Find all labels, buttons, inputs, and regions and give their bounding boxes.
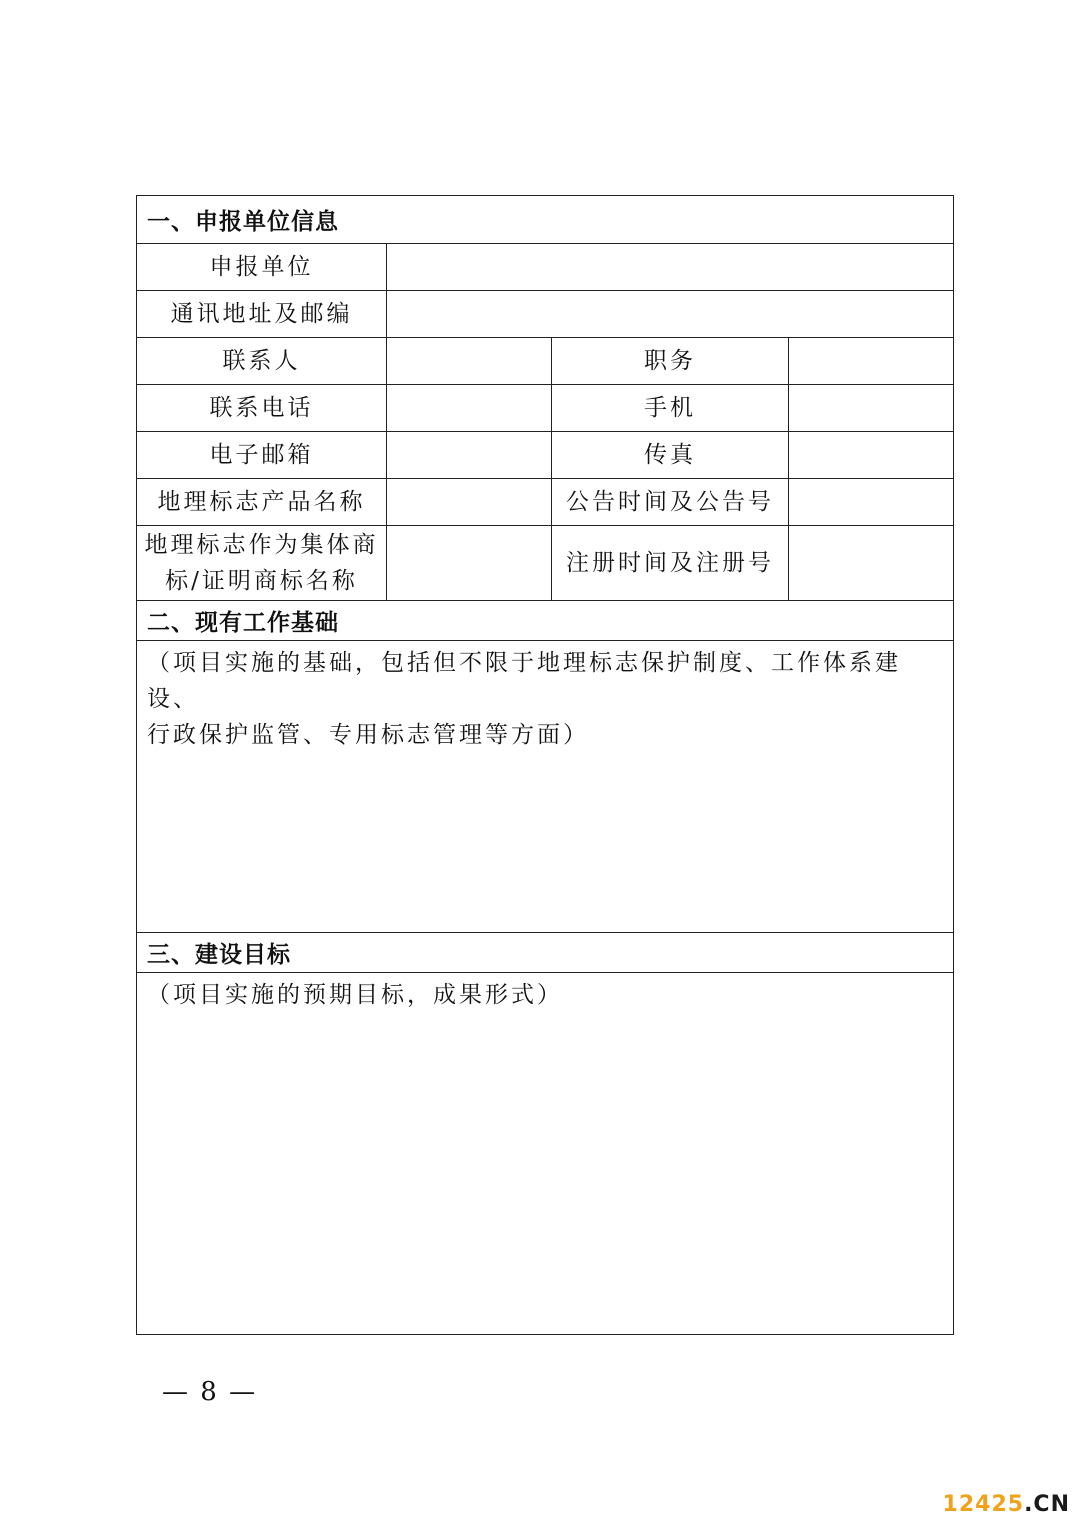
mobile-label: 手机 <box>551 385 788 431</box>
contact-phone-label: 联系电话 <box>209 395 314 421</box>
gi-product-name-input[interactable] <box>386 479 551 525</box>
section3-header-row <box>137 932 953 972</box>
gi-product-row <box>137 478 953 525</box>
watermark-tld: .CN <box>1024 1492 1070 1517</box>
section2-note-line1: （项目实施的基础，包括但不限于地理标志保护制度、工作体系建设、 <box>147 650 901 712</box>
section3-note: （项目实施的预期目标，成果形式） <box>147 982 563 1008</box>
section3-title: 三、建设目标 <box>147 942 291 968</box>
contact-row <box>137 337 953 384</box>
section1-title: 一、申报单位信息 <box>147 209 339 235</box>
mobile-input[interactable] <box>788 385 953 431</box>
contact-phone-input[interactable] <box>386 385 551 431</box>
applicant-unit-input[interactable] <box>386 244 953 290</box>
email-label: 电子邮箱 <box>209 442 314 468</box>
registration-input[interactable] <box>788 526 953 600</box>
contact-person-input[interactable] <box>386 338 551 384</box>
address-postcode-label: 通讯地址及邮编 <box>170 301 353 327</box>
email-row <box>137 431 953 478</box>
contact-person-label: 联系人 <box>222 348 301 374</box>
section3-body[interactable] <box>137 972 953 1334</box>
section2-body[interactable] <box>137 640 953 932</box>
announcement-label: 公告时间及公告号 <box>551 479 788 525</box>
section2-header-row <box>137 600 953 640</box>
fax-label: 传真 <box>551 432 788 478</box>
section2-note <box>147 645 933 753</box>
fax-input[interactable] <box>788 432 953 478</box>
position-input[interactable] <box>788 338 953 384</box>
section2-title: 二、现有工作基础 <box>147 610 339 636</box>
page-number: — 8 — <box>162 1377 258 1407</box>
watermark-logo <box>943 1492 1070 1517</box>
trademark-row <box>137 525 953 600</box>
applicant-unit-row <box>137 243 953 290</box>
application-form-table <box>136 195 954 1335</box>
section1-header-row <box>137 196 953 243</box>
registration-label: 注册时间及注册号 <box>551 526 788 600</box>
gi-product-name-label: 地理标志产品名称 <box>157 489 366 515</box>
address-postcode-input[interactable] <box>386 291 953 337</box>
trademark-name-input[interactable] <box>386 526 551 600</box>
trademark-name-line2: 标/证明商标名称 <box>165 568 358 594</box>
applicant-unit-label: 申报单位 <box>209 254 314 280</box>
trademark-name-line1: 地理标志作为集体商 <box>144 532 379 558</box>
address-row <box>137 290 953 337</box>
email-input[interactable] <box>386 432 551 478</box>
phone-row <box>137 384 953 431</box>
position-label: 职务 <box>551 338 788 384</box>
announcement-input[interactable] <box>788 479 953 525</box>
section2-note-line2: 行政保护监管、专用标志管理等方面） <box>147 722 589 748</box>
trademark-name-label <box>137 526 386 600</box>
watermark-site: 12425 <box>942 1492 1025 1517</box>
